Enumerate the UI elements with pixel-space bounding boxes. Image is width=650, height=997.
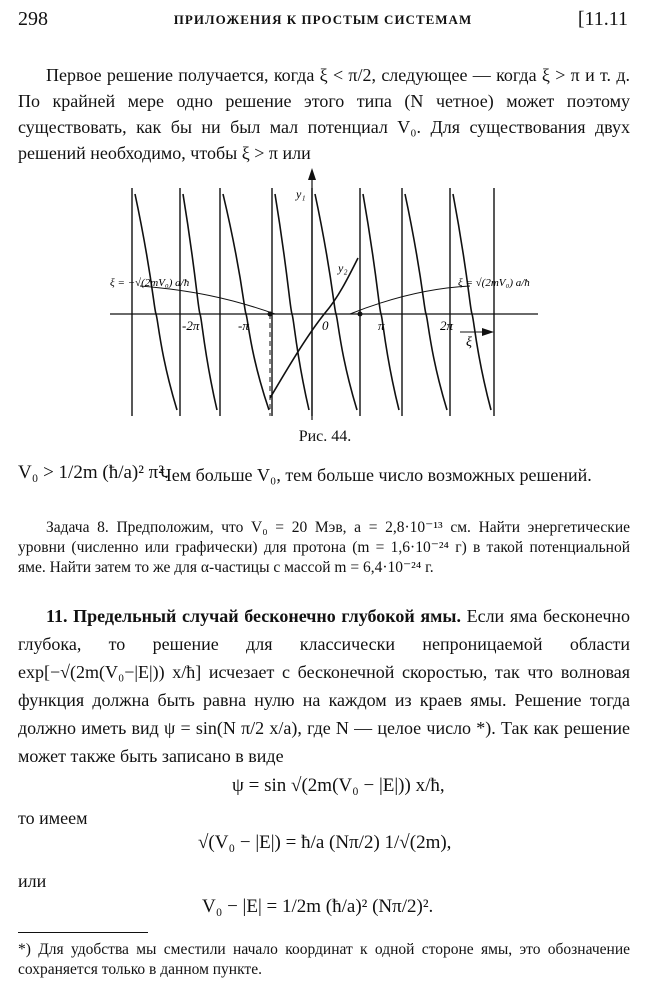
problem-8-label: Задача 8. [46, 519, 109, 536]
condition-text: Чем больше V₀, тем больше число возможных решений. [160, 465, 592, 485]
x-axis-arrow [482, 328, 494, 336]
formula-psi: ψ = sin √(2m(V₀ − |E|)) x/ħ, [232, 775, 445, 796]
section-11 [18, 602, 630, 770]
section-reference: [11.11 [577, 8, 628, 30]
running-title: ПРИЛОЖЕНИЯ К ПРОСТЫМ СИСТЕМАМ [173, 12, 473, 27]
label-y2: y₂ [338, 261, 348, 275]
branch-7 [453, 194, 491, 410]
y-axis-arrow [308, 168, 316, 180]
paragraph-first-solution: Первое решение получается, когда ξ < π/2, следующее — когда ξ > π и т. д. По крайней мере одно решение этого типа (N четное) может поэтому существовать, как бы ни был мал потенциал V₀. Для существования двух решений необходимо, чтобы ξ > π или [18, 65, 630, 163]
formula-sqrt: √(V₀ − |E|) = ħ/a (Nπ/2) 1/√(2m), [198, 832, 452, 853]
problem-8-text: Предположим, что V₀ = 20 Мэв, a = 2,8·10⁻¹³ см. Найти энергетические уровни (численно или графически) для протона (m = 1,6·10⁻²⁴ г) в такой потенциальной яме. Найти затем то же для α-частицы с массой m = 6,4·10⁻²⁴ г. [18, 519, 630, 576]
branch-4 [315, 194, 357, 410]
tick-label-4: 2π [440, 318, 454, 333]
page-number: 298 [18, 8, 48, 30]
text-to-imeem: то имеем [18, 808, 88, 828]
text-ili: или [18, 871, 47, 891]
branch-3 [275, 194, 309, 410]
curve-y2 [270, 258, 358, 398]
footnote: *) Для удобства мы сместили начало координат к одной стороне ямы, это обозначение сохраняется только в данном пункте. [18, 941, 630, 978]
figure-44 [110, 168, 550, 420]
section-11-text: Если яма бесконечно глубока, то решение для классически непроницаемой области exp[−√(2m(V₀−|E|)) x/ħ] исчезает с бесконечной скоростью, так что волновая функция должна быть равна нулю на каждом из краев ямы. Решение тогда должно иметь вид ψ = sin(N π/2 x/a), где N — целое число *). Так как решение может также быть записано в виде [18, 606, 631, 766]
section-11-heading: 11. Предельный случай бесконечно глубокой ямы. [46, 606, 461, 626]
intersection-left [268, 312, 273, 317]
tick-label-3: π [378, 318, 385, 333]
branch-2 [223, 194, 269, 410]
tick-labels [182, 318, 454, 333]
curve-right-xi [350, 286, 470, 314]
intersection-right [358, 312, 363, 317]
problem-8 [18, 518, 630, 578]
tick-label-0: -2π [182, 318, 200, 333]
label-right-curve: ξ = √(2mV₀) a/ħ [458, 277, 530, 289]
branch-1 [183, 194, 217, 410]
label-xi-axis: ξ [466, 335, 472, 350]
curve-left-xi [140, 286, 275, 314]
tick-label-2: 0 [322, 318, 329, 333]
condition-formula: V₀ > 1/2m (ħ/a)² π². [18, 462, 169, 483]
branch-0 [135, 194, 177, 410]
tangent-branches [135, 194, 491, 410]
label-left-curve: ξ = −√(2mV₀) a/ħ [110, 277, 190, 289]
formula-final: V₀ − |E| = 1/2m (ħ/a)² (Nπ/2)². [202, 896, 434, 917]
label-y1: y₁ [296, 187, 306, 201]
branch-6 [405, 194, 447, 410]
tick-label-1: -π [238, 318, 249, 333]
page-header [18, 8, 628, 32]
footnote-rule [18, 932, 148, 933]
branch-5 [363, 194, 399, 410]
figure-caption: Рис. 44. [298, 428, 352, 445]
